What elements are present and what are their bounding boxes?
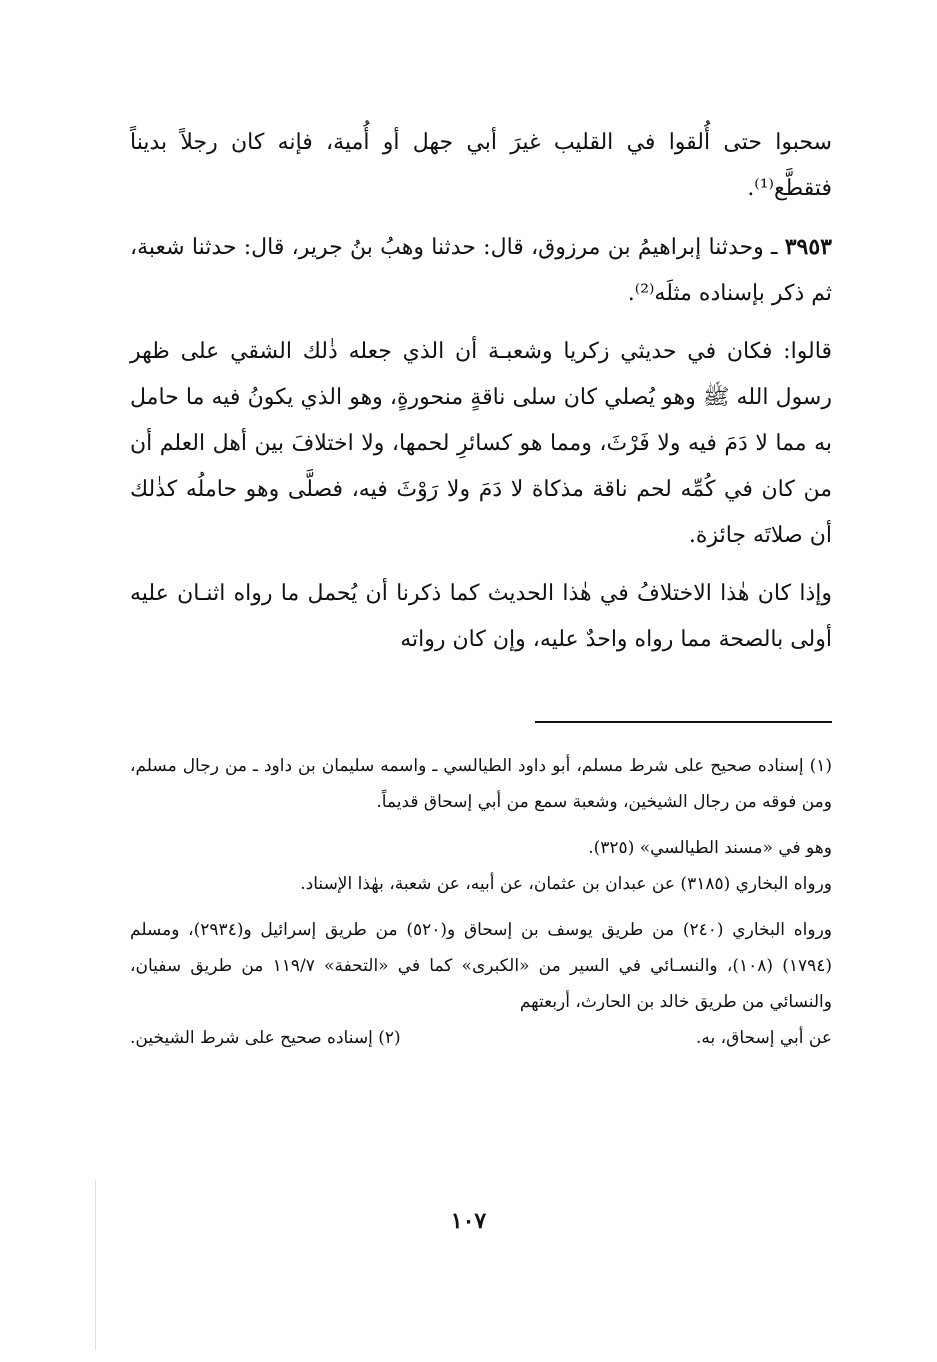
footnote-1: (١) إسناده صحيح على شرط مسلم، أبو داود الطيالسي ـ واسمه سليمان بن داود ـ من رجال مسلم، ومن فوقه من رجال الشيخين، وشعبة سمع من أبي إسحاق قديماً. — [130, 756, 832, 812]
page-number: ١٠٧ — [450, 1208, 487, 1234]
footnote-separator — [535, 721, 832, 723]
paragraph-2-text: ـ وحدثنا إبراهيمُ بن مرزوق، قال: حدثنا وهبُ بنُ جرير، قال: حدثنا شعبة، ثم ذكر بإسناده مثلَه⁽²⁾. — [130, 235, 832, 306]
footnote-1-bukhari: ورواه البخاري (٣١٨٥) عن عبدان بن عثمان، عن أبيه، عن شعبة، بهٰذا الإسناد. — [300, 874, 832, 894]
main-text — [130, 120, 832, 663]
footnote-2: (٢) إسناده صحيح على شرط الشيخين. — [130, 1028, 401, 1048]
footnote-1-end: عن أبي إسحاق، به. — [696, 1028, 832, 1048]
paragraph-1: سحبوا حتى أُلقوا في القليب غيرَ أبي جهل أو أُمية، فإنه كان رجلاً بديناً فتقطَّع⁽¹⁾. — [130, 130, 832, 201]
footnote-1-other-routes: ورواه البخاري (٢٤٠) من طريق يوسف بن إسحاق و(٥٢٠) من طريق إسرائيل و(٢٩٣٤)، ومسلم (١٧٩٤) (١٠٨)، والنسـائي في السير من «الكبرى» كما في «التحفة» ١١٩/٧ من طريق سفيان، والنسائي من طريق خالد بن الحارث، أربعتهم — [130, 920, 833, 1012]
footnote-1-source: وهو في «مسند الطيالسي» (٣٢٥). — [588, 838, 832, 858]
scan-margin-line — [95, 1180, 96, 1350]
paragraph-2 — [130, 224, 832, 317]
hadith-number: ٣٩٥٣ — [784, 234, 832, 260]
footnote-last-row — [130, 1020, 832, 1056]
paragraph-4: وإذا كان هٰذا الاختلافُ في هٰذا الحديث كما ذكرنا أن يُحمل ما رواه اثنـان عليه أولى بالصحة مما رواه واحدٌ عليه، وإن كان رواته — [130, 581, 832, 652]
paragraph-3: قالوا: فكان في حديثي زكريا وشعبـة أن الذي جعله ذٰلك الشقي على ظهر رسول الله ﷺ وهو يُصلي كان سلى ناقةٍ منحورةٍ، وهو الذي يكونُ فيه ما حامل به مما لا دَمَ فيه ولا فَرْثَ، ومما هو كسائرِ لحمها، ولا اختلافَ بين أهل العلم أن من كان في كُمِّه لحم ناقة مذكاة لا دَمَ ولا رَوْثَ فيه، فصلَّى وهو حاملُه كذٰلك أن صلاتَه جائزة. — [130, 339, 832, 548]
footnotes — [130, 748, 832, 1056]
